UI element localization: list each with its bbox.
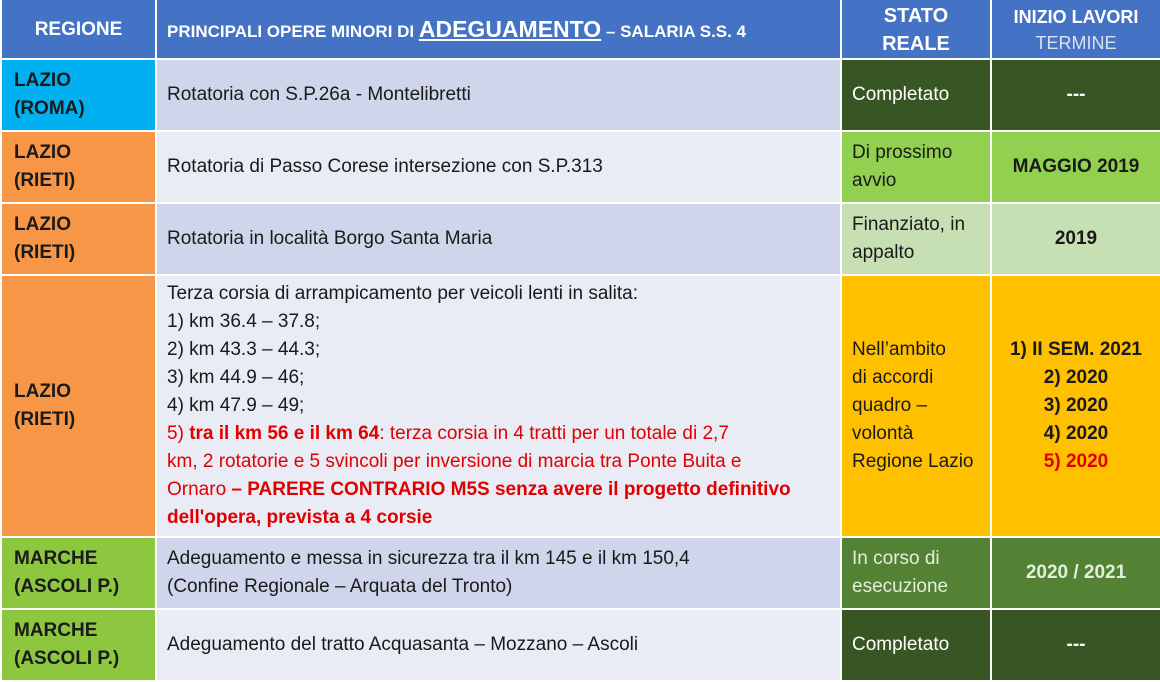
header-date <box>991 0 1160 59</box>
stato-line: avvio <box>852 170 897 191</box>
header-termine: TERMINE <box>1035 33 1117 53</box>
regione-province: (RIETI) <box>14 242 76 263</box>
table-row <box>1 275 1160 537</box>
desc-intro: Terza corsia di arrampicamento per veicoli lenti in salita: <box>167 283 638 304</box>
regione-province: (RIETI) <box>14 409 76 430</box>
regione-province: (RIETI) <box>14 170 76 191</box>
regione-cell <box>1 609 156 681</box>
stato-line: esecuzione <box>852 576 949 597</box>
desc5-num: 5) <box>167 423 190 444</box>
desc-item: 3) km 44.9 – 46; <box>167 367 305 388</box>
regione-cell <box>1 203 156 275</box>
header-opere <box>156 0 841 59</box>
desc5-line <box>167 476 832 504</box>
desc5-text: : terza corsia in 4 tratti per un totale di 2,7 <box>379 423 729 444</box>
data-cell: 2019 <box>991 203 1160 275</box>
desc-line: Adeguamento e messa in sicurezza tra il km 145 e il km 150,4 <box>167 548 690 569</box>
stato-cell <box>841 131 991 203</box>
stato-line: volontà <box>852 423 914 444</box>
desc-line: (Confine Regionale – Arquata del Tronto) <box>167 576 513 597</box>
stato-cell: Completato <box>841 609 991 681</box>
data-line: 3) 2020 <box>1043 395 1109 416</box>
regione-province: (ROMA) <box>14 98 85 119</box>
regione-name: LAZIO <box>14 142 71 163</box>
desc-item: 1) km 36.4 – 37.8; <box>167 311 321 332</box>
stato-line: Regione Lazio <box>852 451 974 472</box>
descrizione-cell: Adeguamento del tratto Acquasanta – Mozzano – Ascoli <box>156 609 841 681</box>
stato-cell <box>841 537 991 609</box>
stato-line: Nell’ambito <box>852 339 946 360</box>
descrizione-cell: Rotatoria con S.P.26a - Montelibretti <box>156 59 841 131</box>
data-cell: --- <box>991 59 1160 131</box>
header-stato-1: STATO <box>883 5 949 27</box>
regione-name: MARCHE <box>14 620 98 641</box>
data-cell: --- <box>991 609 1160 681</box>
regione-name: LAZIO <box>14 214 71 235</box>
descrizione-cell: Rotatoria di Passo Corese intersezione con S.P.313 <box>156 131 841 203</box>
header-opere-big: ADEGUAMENTO <box>418 15 602 42</box>
regione-cell <box>1 131 156 203</box>
descrizione-cell <box>156 537 841 609</box>
table-row <box>1 59 1160 131</box>
data-line-red: 5) 2020 <box>1043 451 1109 472</box>
stato-line: Finanziato, in <box>852 214 966 235</box>
data-cell <box>991 275 1160 537</box>
table-row <box>1 203 1160 275</box>
table-row <box>1 609 1160 681</box>
data-line: 4) 2020 <box>1043 423 1109 444</box>
data-cell: MAGGIO 2019 <box>991 131 1160 203</box>
header-opere-suffix: – SALARIA S.S. 4 <box>601 21 747 41</box>
data-line: 1) II SEM. 2021 <box>1009 339 1142 360</box>
table-row <box>1 131 1160 203</box>
desc5-text: km, 2 rotatorie e 5 svincoli per inversione di marcia tra Ponte Buita e <box>167 451 742 472</box>
header-inizio: INIZIO LAVORI <box>1013 7 1139 27</box>
regione-cell <box>1 59 156 131</box>
stato-line: In corso di <box>852 548 940 569</box>
stato-line: appalto <box>852 242 915 263</box>
data-cell: 2020 / 2021 <box>991 537 1160 609</box>
regione-name: LAZIO <box>14 70 71 91</box>
desc-item: 4) km 47.9 – 49; <box>167 395 305 416</box>
descrizione-cell: Rotatoria in località Borgo Santa Maria <box>156 203 841 275</box>
desc5-text: Ornaro <box>167 479 232 500</box>
header-regione: REGIONE <box>1 0 156 59</box>
desc-item-5 <box>167 420 832 448</box>
data-line: 2) 2020 <box>1043 367 1109 388</box>
regione-province: (ASCOLI P.) <box>14 576 120 597</box>
header-row <box>1 0 1160 59</box>
stato-line: Di prossimo <box>852 142 953 163</box>
stato-line: quadro – <box>852 395 928 416</box>
header-stato <box>841 0 991 59</box>
desc5-bold: tra il km 56 e il km 64 <box>189 423 380 444</box>
table-row <box>1 537 1160 609</box>
header-stato-2: REALE <box>882 33 950 55</box>
stato-line: di accordi <box>852 367 934 388</box>
descrizione-cell <box>156 275 841 537</box>
stato-cell <box>841 275 991 537</box>
regione-name: LAZIO <box>14 381 71 402</box>
regione-name: MARCHE <box>14 548 98 569</box>
desc-item: 2) km 43.3 – 44.3; <box>167 339 321 360</box>
desc5-bold: dell'opera, prevista a 4 corsie <box>167 507 433 528</box>
stato-cell <box>841 203 991 275</box>
stato-cell: Completato <box>841 59 991 131</box>
regione-cell <box>1 537 156 609</box>
regione-cell <box>1 275 156 537</box>
desc5-bold: – PARERE CONTRARIO M5S senza avere il progetto definitivo <box>231 479 791 500</box>
regione-province: (ASCOLI P.) <box>14 648 120 669</box>
header-opere-prefix: PRINCIPALI OPERE MINORI DI <box>167 21 419 41</box>
